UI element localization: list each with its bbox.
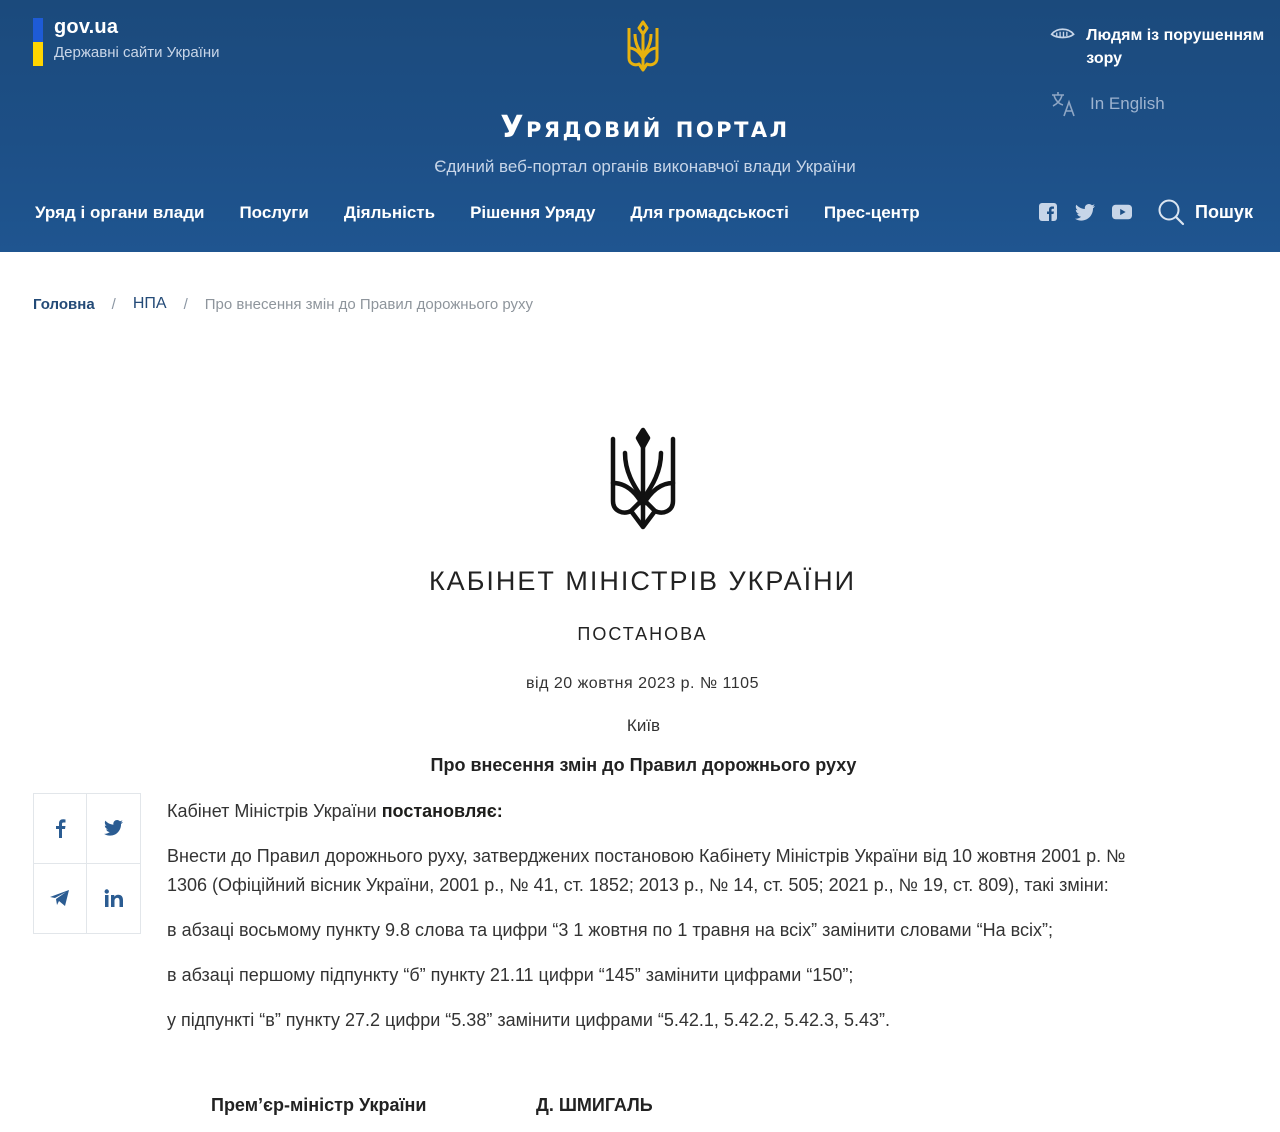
search-button[interactable] <box>1157 198 1253 226</box>
twitter-share-icon[interactable] <box>87 794 140 864</box>
english-link[interactable] <box>1050 90 1165 118</box>
site-header <box>0 0 1280 252</box>
translate-icon <box>1050 90 1078 118</box>
facebook-share-icon[interactable] <box>34 794 87 864</box>
breadcrumb <box>33 295 533 313</box>
linkedin-share-icon[interactable] <box>87 864 140 934</box>
document-intro <box>167 797 1157 826</box>
search-icon <box>1157 198 1185 226</box>
gov-ua-subtitle: Державні сайти України <box>54 44 220 61</box>
nav-item-press[interactable]: Прес-центр <box>823 203 920 222</box>
gov-ua-brand[interactable] <box>33 14 220 66</box>
breadcrumb-separator: / <box>111 295 116 313</box>
coat-of-arms-icon <box>609 427 677 535</box>
social-links <box>1038 202 1149 222</box>
accessibility-label[interactable]: Людям із порушенням зору <box>1086 27 1265 67</box>
eye-icon <box>1050 24 1075 48</box>
accessibility-mode-link[interactable] <box>1050 24 1270 70</box>
document-date: від 20 жовтня 2023 р. № 1105 <box>526 675 759 692</box>
breadcrumb-separator: / <box>183 295 188 313</box>
english-label[interactable]: In English <box>1090 94 1165 113</box>
intro-bold-text: постановляє: <box>381 801 503 821</box>
nav-item-activity[interactable]: Діяльність <box>343 203 436 222</box>
portal-title: Урядовий портал <box>500 110 790 145</box>
document-kind: ПОСТАНОВА <box>577 624 708 644</box>
document-paragraph: у підпункті “в” пункту 27.2 цифри “5.38” замінити цифрами “5.42.1, 5.42.2, 5.42.3, 5.43”. <box>167 1010 891 1030</box>
signature-position: Прем’єр-міністр України <box>211 1095 427 1115</box>
youtube-icon[interactable] <box>1112 202 1132 222</box>
nav-item-decisions[interactable]: Рішення Уряду <box>470 203 596 222</box>
signature-name: Д. ШМИГАЛЬ <box>536 1095 653 1115</box>
breadcrumb-current: Про внесення змін до Правил дорожнього руху <box>204 295 534 313</box>
document-paragraph: Внести до Правил дорожнього руху, затверджених постановою Кабінету Міністрів України від 10 жовтня 2001 р. № 1306 (Офіційний вісник України, 2001 р., № 41, ст. 1852; 2013 р., № 14, ст. 505; 2021 р., № 19, ст. 809), такі зміни: <box>167 846 1126 895</box>
main-nav <box>35 200 955 226</box>
portal-subtitle: Єдиний веб-портал органів виконавчої влади України <box>434 157 856 176</box>
document-body <box>167 797 1157 1051</box>
nav-item-government[interactable]: Уряд і органи влади <box>35 203 205 222</box>
nav-item-public[interactable]: Для громадськості <box>630 203 789 222</box>
trident-logo-icon[interactable] <box>625 20 661 76</box>
document-organization: КАБІНЕТ МІНІСТРІВ УКРАЇНИ <box>428 566 857 596</box>
document-paragraph: в абзаці першому підпункту “б” пункту 21.11 цифри “145” замінити цифрами “150”; <box>167 965 854 985</box>
gov-ua-title[interactable]: gov.ua <box>54 16 119 38</box>
search-label[interactable]: Пошук <box>1195 201 1253 222</box>
nav-item-services[interactable]: Послуги <box>239 203 309 222</box>
document-paragraph: в абзаці восьмому пункту 9.8 слова та цифри “3 1 жовтня по 1 травня на всіх” замінити словами “На всіх”; <box>167 920 1053 940</box>
telegram-share-icon[interactable] <box>34 864 87 934</box>
document-subject: Про внесення змін до Правил дорожнього руху <box>430 755 857 775</box>
share-panel <box>33 793 141 934</box>
intro-text: Кабінет Міністрів України <box>167 801 382 821</box>
breadcrumb-home[interactable]: Головна <box>33 295 95 313</box>
ukraine-flag-icon <box>33 18 43 66</box>
breadcrumb-npa[interactable]: НПА <box>132 295 167 312</box>
twitter-icon[interactable] <box>1075 202 1095 222</box>
document-city: Київ <box>626 716 661 735</box>
facebook-icon[interactable] <box>1038 202 1058 222</box>
